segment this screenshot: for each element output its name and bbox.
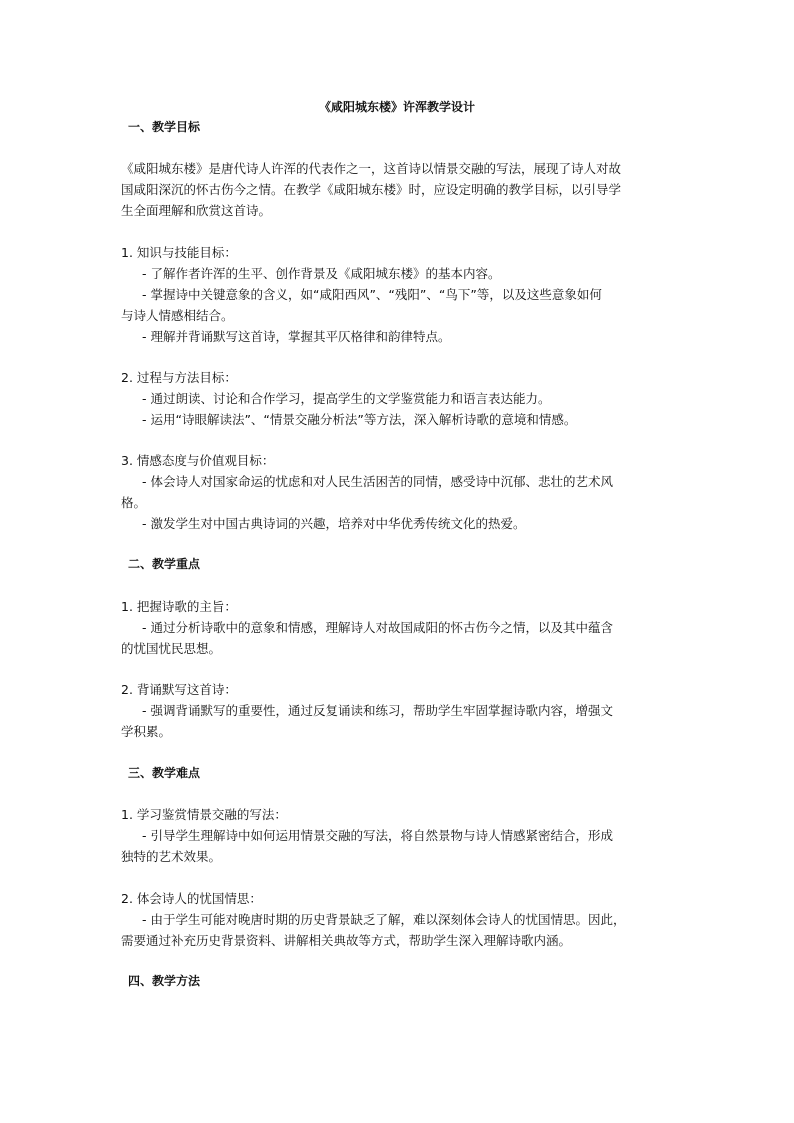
item-line: 需要通过补充历史背景资料、讲解相关典故等方式，帮助学生深入理解诗歌内涵。 <box>121 933 572 948</box>
objective-process-methods <box>121 367 681 430</box>
focus-item-recitation <box>121 679 681 742</box>
document-title: 《咸阳城东楼》许浑教学设计 <box>318 100 475 114</box>
item-line: 格。 <box>121 495 147 510</box>
intro-paragraph <box>121 158 681 221</box>
item-title: 2. 背诵默写这首诗： <box>121 682 237 697</box>
item-line: - 通过分析诗歌中的意象和情感，理解诗人对故国咸阳的怀古伤今之情，以及其中蕴含 <box>142 620 613 635</box>
focus-item-theme <box>121 596 681 659</box>
item-line: - 通过朗读、讨论和合作学习，提高学生的文学鉴赏能力和语言表达能力。 <box>142 391 551 406</box>
item-line: 与诗人情感相结合。 <box>121 308 234 323</box>
item-title: 3. 情感态度与价值观目标： <box>121 453 275 468</box>
item-line: 的忧国忧民思想。 <box>121 641 222 656</box>
difficulty-item-appreciation <box>121 804 681 867</box>
item-title: 1. 把握诗歌的主旨： <box>121 599 237 614</box>
section-heading-teaching-objectives: 一、教学目标 <box>128 120 201 134</box>
item-title: 1. 学习鉴赏情景交融的写法： <box>121 807 287 822</box>
section-heading-teaching-methods: 四、教学方法 <box>128 974 201 988</box>
item-title: 2. 过程与方法目标： <box>121 370 237 385</box>
paragraph-line: 《咸阳城东楼》是唐代诗人许浑的代表作之一，这首诗以情景交融的写法，展现了诗人对故 <box>121 161 622 176</box>
section-heading-teaching-focus: 二、教学重点 <box>128 557 201 571</box>
item-line: - 掌握诗中关键意象的含义，如“咸阳西风”、“残阳”、“鸟下”等，以及这些意象如何 <box>142 287 602 302</box>
item-line: - 强调背诵默写的重要性，通过反复诵读和练习，帮助学生牢固掌握诗歌内容，增强文 <box>142 703 613 718</box>
item-title: 2. 体会诗人的忧国情思： <box>121 891 262 906</box>
item-line: - 由于学生可能对晚唐时期的历史背景缺乏了解，难以深刻体会诗人的忧国情思。因此， <box>142 912 626 927</box>
item-line: 独特的艺术效果。 <box>121 849 222 864</box>
item-line: - 激发学生对中国古典诗词的兴趣，培养对中华优秀传统文化的热爱。 <box>142 516 526 531</box>
item-line: - 引导学生理解诗中如何运用情景交融的写法，将自然景物与诗人情感紧密结合，形成 <box>142 828 613 843</box>
item-line: - 运用“诗眼解读法”、“情景交融分析法”等方法，深入解析诗歌的意境和情感。 <box>142 412 577 427</box>
paragraph-line: 国咸阳深沉的怀古伤今之情。在教学《咸阳城东楼》时，应设定明确的教学目标，以引导学 <box>121 182 622 197</box>
difficulty-item-patriotism <box>121 888 681 951</box>
section-heading-teaching-difficulties: 三、教学难点 <box>128 766 201 780</box>
objective-emotion-values <box>121 450 681 534</box>
item-line: - 体会诗人对国家命运的忧虑和对人民生活困苦的同情，感受诗中沉郁、悲壮的艺术风 <box>142 474 613 489</box>
item-line: - 理解并背诵默写这首诗，掌握其平仄格律和韵律特点。 <box>142 329 451 344</box>
paragraph-line: 生全面理解和欣赏这首诗。 <box>121 203 272 218</box>
objective-knowledge-skills <box>121 242 681 347</box>
item-title: 1. 知识与技能目标： <box>121 245 237 260</box>
item-line: 学积累。 <box>121 724 172 739</box>
item-line: - 了解作者许浑的生平、创作背景及《咸阳城东楼》的基本内容。 <box>142 266 501 281</box>
